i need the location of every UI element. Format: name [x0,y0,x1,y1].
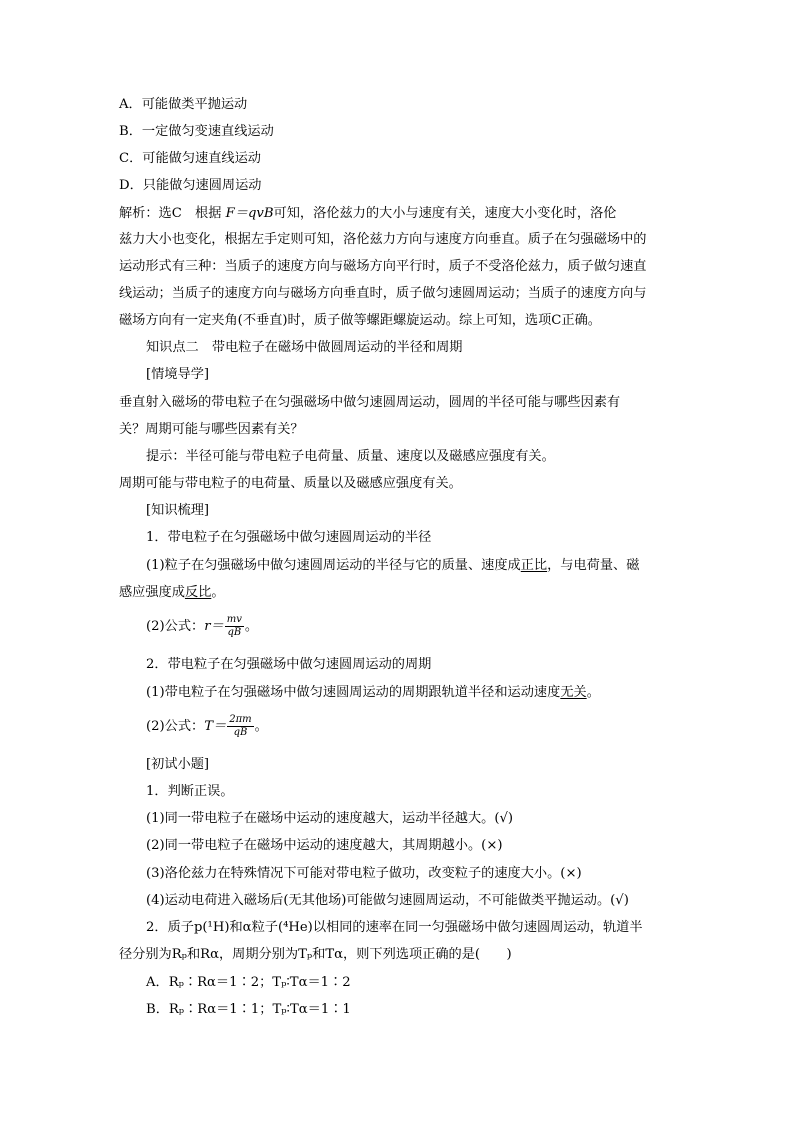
situation-question-2: 关？周期可能与哪些因素有关？ [119,422,304,437]
kp2-title: 知识点二 带电粒子在磁场中做圆周运动的半径和周期 [146,340,463,355]
knowledge-h2: 2．带电粒子在匀强磁场中做匀速圆周运动的周期 [146,657,432,672]
analysis-line-2: 兹力大小也变化，根据左手定则可知，洛伦兹力方向与速度方向垂直。质子在匀强磁场中的 [119,232,647,247]
analysis-prefix: 解析：选C 根据 [119,206,222,221]
knowledge-h1: 1．带电粒子在匀强磁场中做匀速圆周运动的半径 [146,530,432,545]
quiz-tag: [初试小题] [146,757,210,772]
radius-formula: (2)公式：r＝ $\frac{mv}{qB}$ 。 [146,614,259,638]
knowledge-p2: (1)带电粒子在匀强磁场中做匀速圆周运动的周期跟轨道半径和运动速度无关。 [146,685,600,700]
analysis-line-5: 磁场方向有一定夹角(不垂直)时，质子做等螺距螺旋运动。综上可知，选项C正确。 [119,313,601,328]
analysis-line-1 [119,206,616,222]
quiz-item-1: (1)同一带电粒子在磁场中运动的速度越大，运动半径越大。(√) [146,811,514,826]
quiz-item-4: (4)运动电荷进入磁场后(无其他场)可能做匀速圆周运动，不可能做类平抛运动。(√) [146,893,629,908]
quiz-item-2: (2)同一带电粒子在磁场中运动的速度越大，其周期越小。(×) [146,838,503,853]
knowledge-p1a: (1)粒子在匀强磁场中做匀速圆周运动的半径与它的质量、速度成正比，与电荷量、磁 [146,558,640,573]
quiz-q1: 1．判断正误。 [146,784,234,799]
situation-question-1: 垂直射入磁场的带电粒子在匀强磁场中做匀速圆周运动，圆周的半径可能与哪些因素有 [119,395,621,410]
knowledge-p1b: 感应强度成反比。 [119,585,225,600]
radius-fraction: $\frac{mv}{qB}$ [226,614,242,638]
knowledge-tag: [知识梳理] [146,503,210,518]
option-d: D．只能做匀速圆周运动 [119,178,262,193]
answer-inverse-proportion: 反比 [184,585,212,600]
hint-2: 周期可能与带电粒子的电荷量、质量以及磁感应强度有关。 [119,476,462,491]
analysis-rest: 可知，洛伦兹力的大小与速度有关，速度大小变化时，洛伦 [273,206,617,221]
situation-tag: [情境导学] [146,367,210,382]
quiz-item-3: (3)洛伦兹力在特殊情况下可能对带电粒子做功，改变粒子的速度大小。(×) [146,866,582,881]
answer-direct-proportion: 正比 [520,558,548,573]
quiz-q2-line-1: 2．质子p(¹H)和α粒子(⁴He)以相同的速率在同一匀强磁场中做匀速圆周运动，轨道半 [146,920,643,935]
quiz-option-b: B．Rₚ∶Rα＝1∶1；Tₚ∶Tα＝1∶1 [146,1002,351,1017]
lorentz-formula: F＝qvB [225,206,274,221]
option-c: C．可能做匀速直线运动 [119,151,261,166]
quiz-option-a: A．Rₚ∶Rα＝1∶2；Tₚ∶Tα＝1∶2 [146,975,351,990]
hint-1: 提示：半径可能与带电粒子电荷量、质量、速度以及磁感应强度有关。 [146,449,555,464]
quiz-q2-line-2: 径分别为Rₚ和Rα，周期分别为Tₚ和Tα，则下列选项正确的是( ) [119,947,512,962]
period-fraction: $\frac{2\pi m}{qB}$ [229,714,252,738]
period-formula: (2)公式：T＝ $\frac{2\pi m}{qB}$ 。 [146,714,268,738]
analysis-line-3: 运动形式有三种：当质子的速度方向与磁场方向平行时，质子不受洛伦兹力，质子做匀速直 [119,259,647,274]
option-a: A．可能做类平抛运动 [119,97,248,112]
answer-independent: 无关 [560,685,587,700]
option-b: B．一定做匀变速直线运动 [119,124,274,139]
analysis-line-4: 线运动；当质子的速度方向与磁场方向垂直时，质子做匀速圆周运动；当质子的速度方向与 [119,286,647,301]
